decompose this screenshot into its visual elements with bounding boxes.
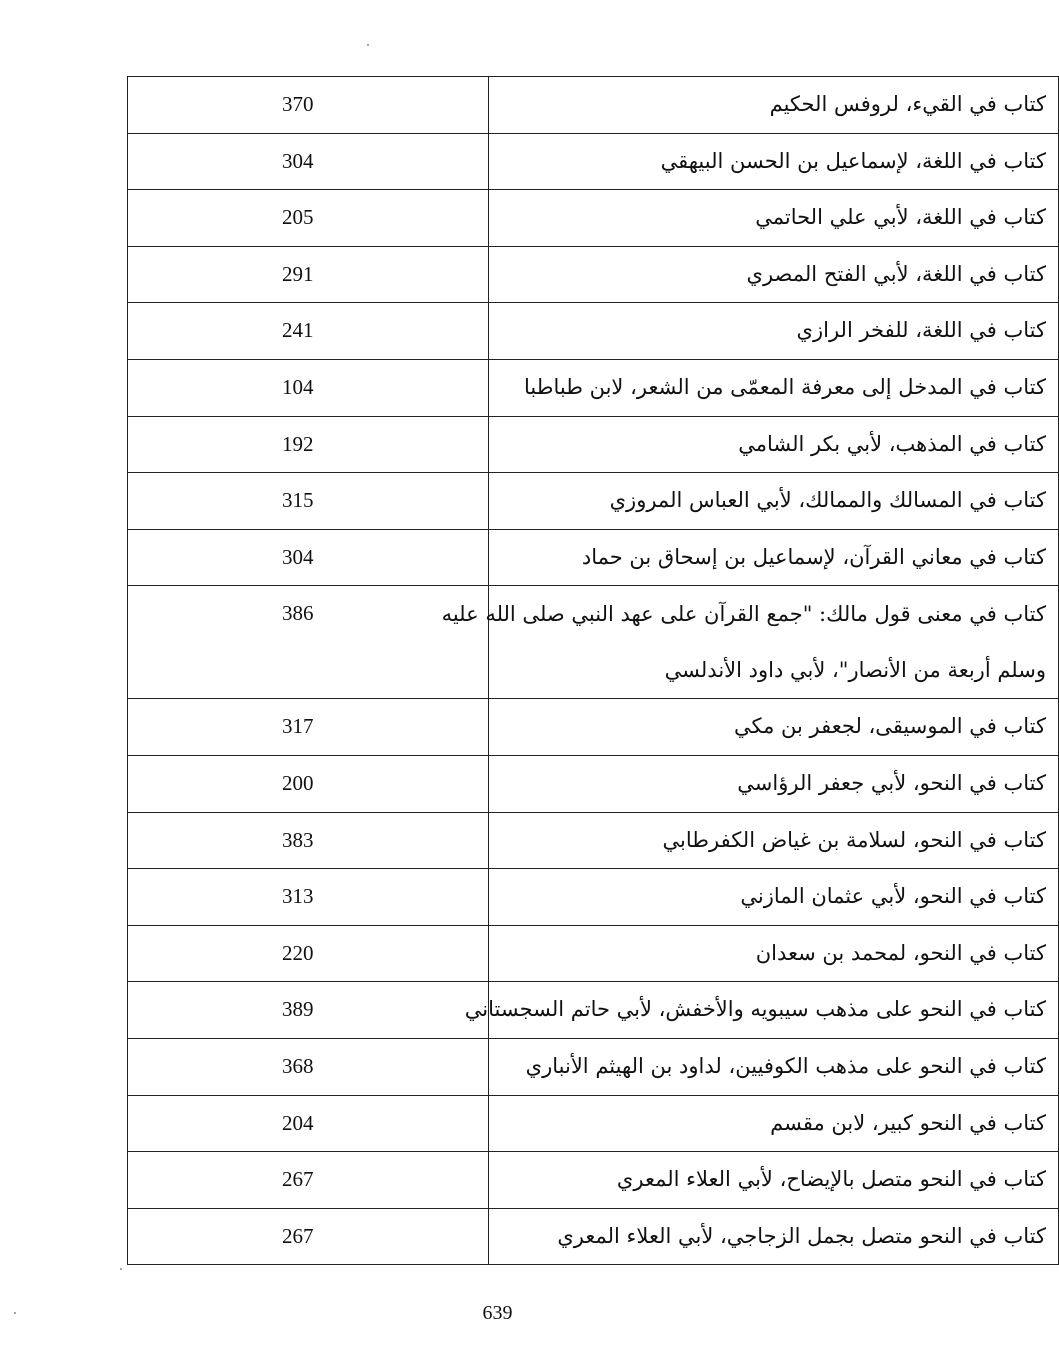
table-row xyxy=(128,699,1059,756)
book-title: كتاب في معاني القرآن، لإسماعيل بن إسحاق بن حماد xyxy=(489,529,1059,586)
book-title: كتاب في اللغة، لإسماعيل بن الحسن البيهقي xyxy=(489,133,1059,190)
book-title: كتاب في النحو، لأبي عثمان المازني xyxy=(489,869,1059,926)
page-ref: 389 xyxy=(128,982,489,1039)
book-title: كتاب في المسالك والممالك، لأبي العباس المروزي xyxy=(489,473,1059,530)
book-title: كتاب في المذهب، لأبي بكر الشامي xyxy=(489,416,1059,473)
page-ref: 370 xyxy=(128,77,489,134)
table-row xyxy=(128,1095,1059,1152)
table-row xyxy=(128,529,1059,586)
page-ref: 204 xyxy=(128,1095,489,1152)
table-row xyxy=(128,869,1059,926)
page-ref: 220 xyxy=(128,925,489,982)
scan-speck xyxy=(120,1268,122,1270)
table-row xyxy=(128,77,1059,134)
book-title: كتاب في النحو على مذهب سيبويه والأخفش، لأبي حاتم السجستاني xyxy=(489,982,1059,1039)
book-title: كتاب في النحو متصل بالإيضاح، لأبي العلاء المعري xyxy=(489,1152,1059,1209)
book-title-line: وسلم أربعة من الأنصار"، لأبي داود الأندلسي xyxy=(664,658,1046,683)
table-row xyxy=(128,1208,1059,1265)
table-row xyxy=(128,303,1059,360)
page-ref: 315 xyxy=(128,473,489,530)
table-row xyxy=(128,812,1059,869)
table-row xyxy=(128,1152,1059,1209)
table-row xyxy=(128,925,1059,982)
table-row xyxy=(128,190,1059,247)
scan-speck xyxy=(367,44,369,46)
index-table xyxy=(127,76,1059,1265)
table-row xyxy=(128,755,1059,812)
table-row xyxy=(128,416,1059,473)
table-row xyxy=(128,473,1059,530)
book-title: كتاب في اللغة، لأبي علي الحاتمي xyxy=(489,190,1059,247)
table-row xyxy=(128,359,1059,416)
page-ref: 104 xyxy=(128,359,489,416)
page-ref: 192 xyxy=(128,416,489,473)
book-title-line: كتاب في معنى قول مالك: "جمع القرآن على عهد النبي صلى الله عليه xyxy=(441,602,1046,627)
page-ref: 304 xyxy=(128,529,489,586)
book-title: كتاب في الموسيقى، لجعفر بن مكي xyxy=(489,699,1059,756)
book-title: كتاب في المدخل إلى معرفة المعمّى من الشعر، لابن طباطبا xyxy=(489,359,1059,416)
page-number: 639 xyxy=(482,1302,513,1324)
book-title xyxy=(441,586,1059,699)
page-ref: 383 xyxy=(128,812,489,869)
table-row xyxy=(128,982,1059,1039)
page-ref: 241 xyxy=(128,303,489,360)
table-row xyxy=(128,586,1059,699)
page-ref: 368 xyxy=(128,1038,489,1095)
page-ref: 267 xyxy=(128,1152,489,1209)
page-ref: 317 xyxy=(128,699,489,756)
page-ref: 313 xyxy=(128,869,489,926)
book-title: كتاب في النحو، لمحمد بن سعدان xyxy=(489,925,1059,982)
book-title: كتاب في اللغة، للفخر الرازي xyxy=(489,303,1059,360)
page-ref: 304 xyxy=(128,133,489,190)
page-ref: 386 xyxy=(128,586,489,699)
book-title: كتاب في القيء، لروفس الحكيم xyxy=(489,77,1059,134)
book-title: كتاب في النحو، لأبي جعفر الرؤاسي xyxy=(489,755,1059,812)
page-ref: 267 xyxy=(128,1208,489,1265)
table-row xyxy=(128,133,1059,190)
page-ref: 291 xyxy=(128,246,489,303)
table-row xyxy=(128,246,1059,303)
book-title: كتاب في النحو على مذهب الكوفيين، لداود بن الهيثم الأنباري xyxy=(489,1038,1059,1095)
page-ref: 200 xyxy=(128,755,489,812)
page-ref: 205 xyxy=(128,190,489,247)
book-title: كتاب في النحو متصل بجمل الزجاجي، لأبي العلاء المعري xyxy=(489,1208,1059,1265)
book-title: كتاب في اللغة، لأبي الفتح المصري xyxy=(489,246,1059,303)
book-title: كتاب في النحو كبير، لابن مقسم xyxy=(489,1095,1059,1152)
book-title: كتاب في النحو، لسلامة بن غياض الكفرطابي xyxy=(489,812,1059,869)
table-row xyxy=(128,1038,1059,1095)
